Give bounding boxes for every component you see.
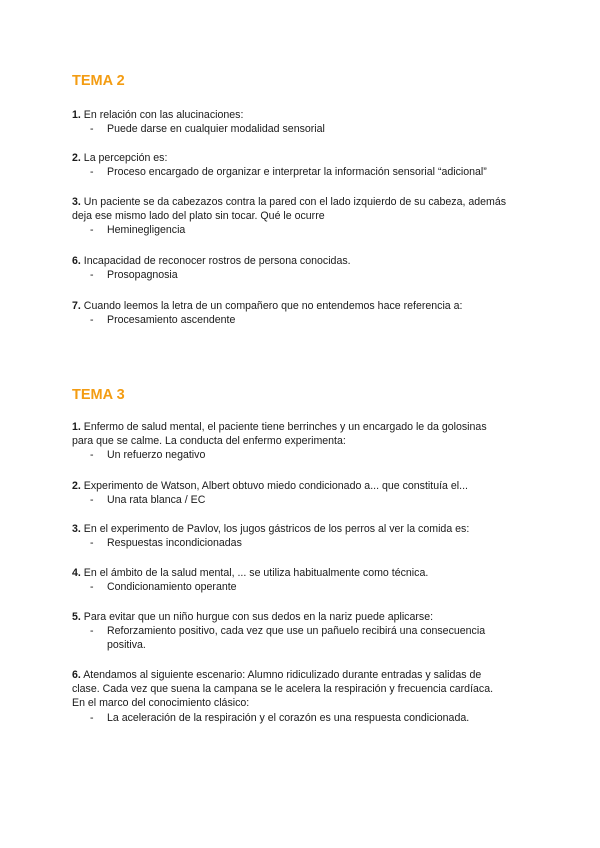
question-text-line-3: En el marco del conocimiento clásico:: [72, 697, 250, 710]
answer-item: - Proceso encargado de organizar e interpretar la información sensorial “adicional”: [90, 166, 487, 179]
question-text: Incapacidad de reconocer rostros de persona conocidas.: [83, 255, 351, 267]
answer-item: - Procesamiento ascendente: [90, 314, 236, 327]
answer-list: [72, 165, 532, 179]
answer-item: - Puede darse en cualquier modalidad sensorial: [90, 123, 325, 136]
question-text: Un paciente se da cabezazos contra la pared con el lado izquierdo de su cabeza, además: [83, 196, 507, 208]
question-text: La percepción es:: [83, 152, 168, 164]
tema3-question-2: [72, 479, 532, 507]
section-tema-2: [72, 72, 532, 90]
question-number: 2.: [72, 480, 81, 492]
question-number: 3.: [72, 523, 81, 535]
answer-item: - Un refuerzo negativo: [90, 449, 206, 462]
answer-list: [72, 313, 532, 327]
question-number: 6.: [72, 255, 81, 267]
section-title: TEMA 3: [72, 387, 125, 403]
question-number: 2.: [72, 152, 81, 164]
tema2-question-7: [72, 299, 532, 327]
answer-item: - Prosopagnosia: [90, 269, 178, 282]
answer-item: - Una rata blanca / EC: [90, 494, 206, 507]
tema3-question-3: [72, 522, 532, 550]
tema3-question-6: [72, 668, 532, 725]
question-text: Experimento de Watson, Albert obtuvo miedo condicionado a... que constituía el...: [83, 480, 468, 492]
question-text: Para evitar que un niño hurgue con sus dedos en la nariz puede aplicarse:: [83, 611, 434, 623]
answer-line-2: positiva.: [107, 639, 146, 652]
answer-item: - Heminegligencia: [90, 224, 186, 237]
answer-item: - Condicionamiento operante: [90, 581, 237, 594]
answer-list: [72, 448, 532, 462]
answer-list: [72, 268, 532, 282]
question-text: En el experimento de Pavlov, los jugos gástricos de los perros al ver la comida es:: [83, 523, 470, 535]
answer-item: - Reforzamiento positivo, cada vez que use un pañuelo recibirá una consecuencia positiva.: [90, 625, 486, 652]
question-number: 1.: [72, 109, 81, 121]
answer-list: [72, 624, 532, 652]
answer-list: [72, 122, 532, 136]
answer-item: - Respuestas incondicionadas: [90, 537, 242, 550]
question-text-line-2: deja ese mismo lado del plato sin tocar. Qué le ocurre: [72, 210, 325, 223]
answer-list: [72, 711, 532, 725]
answer-item: - La aceleración de la respiración y el corazón es una respuesta condicionada.: [90, 711, 470, 724]
question-number: 6.: [72, 669, 81, 681]
question-number: 3.: [72, 196, 81, 208]
section-title: TEMA 2: [72, 73, 125, 89]
question-text: Enfermo de salud mental, el paciente tiene berrinches y un encargado le da golosinas: [83, 421, 487, 433]
question-number: 1.: [72, 421, 81, 433]
section-tema-3: [72, 386, 532, 404]
question-text: Atendamos al siguiente escenario: Alumno ridiculizado durante entradas y salidas de: [83, 669, 482, 681]
question-text-line-2: clase. Cada vez que suena la campana se le acelera la respiración y frecuencia cardíaca.: [72, 683, 494, 696]
question-text: En relación con las alucinaciones:: [83, 109, 244, 121]
tema2-question-1: [72, 108, 532, 136]
question-number: 4.: [72, 567, 81, 579]
question-text: Cuando leemos la letra de un compañero que no entendemos hace referencia a:: [83, 300, 463, 312]
tema3-question-5: [72, 610, 532, 653]
tema2-question-2: [72, 151, 532, 179]
tema3-question-1: [72, 420, 532, 463]
tema2-question-3: [72, 195, 532, 238]
tema3-question-4: [72, 566, 532, 594]
answer-list: [72, 223, 532, 237]
tema2-question-6: [72, 254, 532, 282]
answer-list: [72, 493, 532, 507]
question-number: 5.: [72, 611, 81, 623]
answer-list: [72, 580, 532, 594]
question-text: En el ámbito de la salud mental, ... se utiliza habitualmente como técnica.: [83, 567, 429, 579]
question-number: 7.: [72, 300, 81, 312]
question-text-line-2: para que se calme. La conducta del enfermo experimenta:: [72, 435, 346, 448]
answer-list: [72, 536, 532, 550]
